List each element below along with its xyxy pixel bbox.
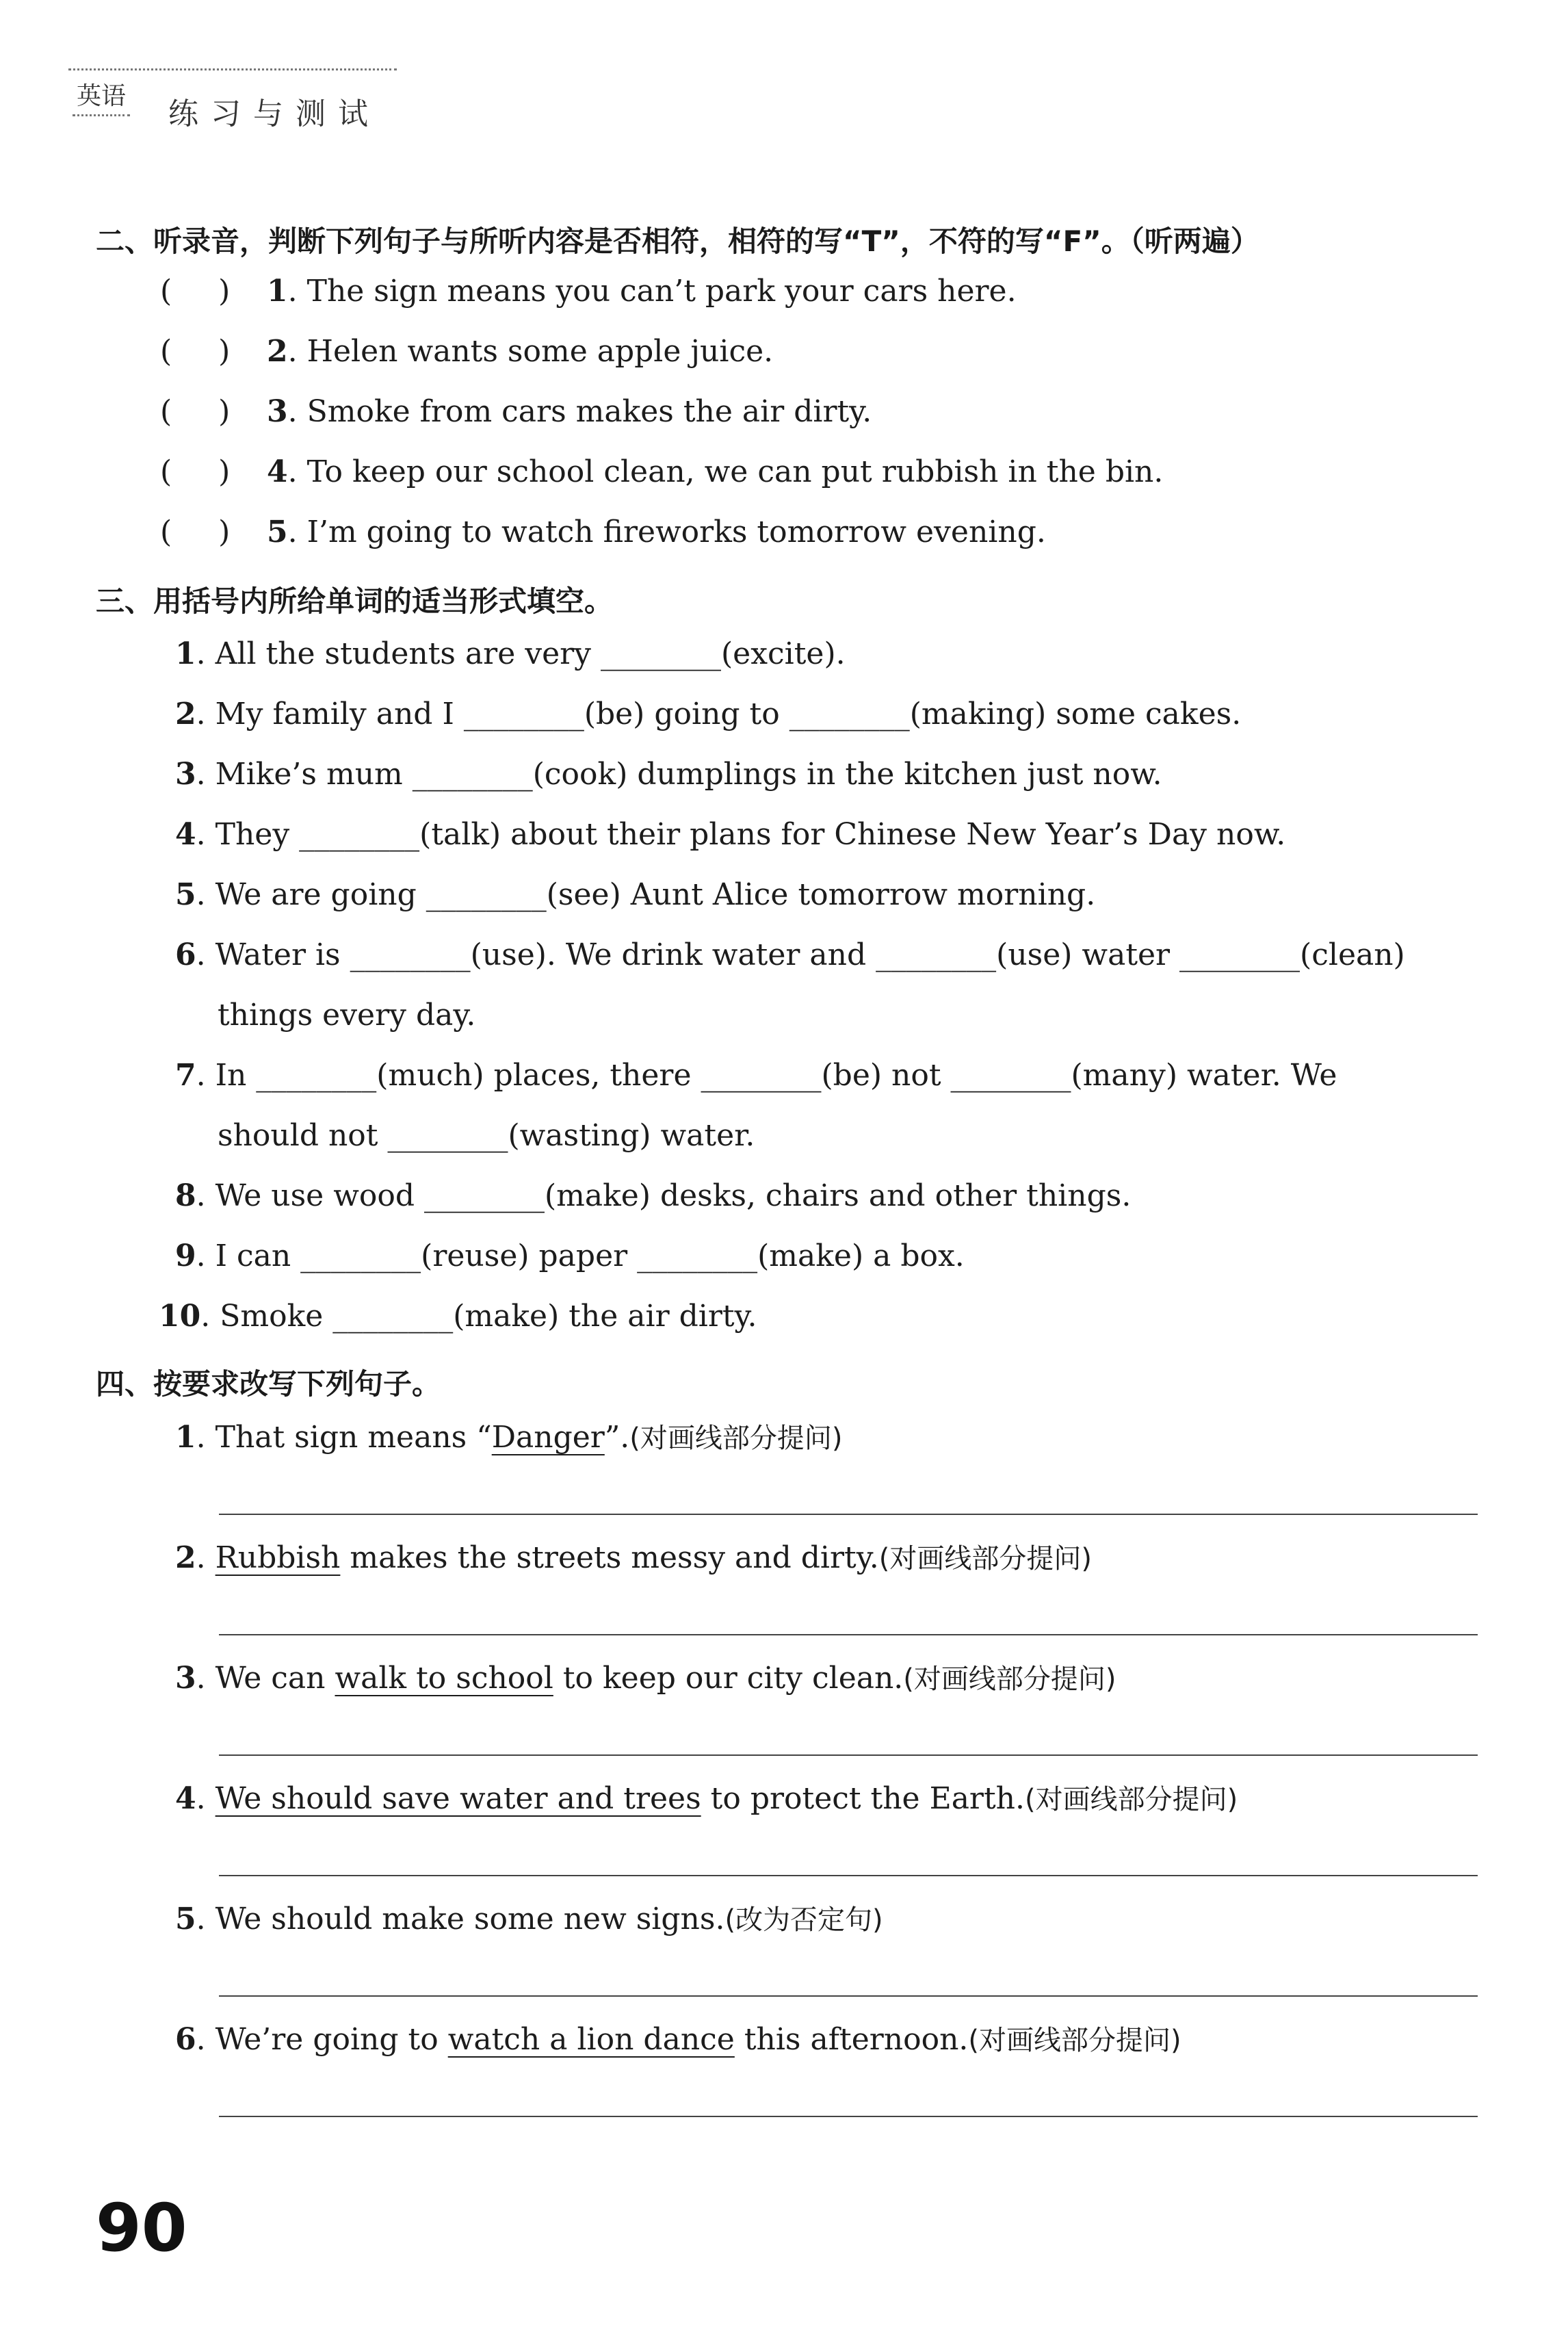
answer-line-6[interactable]	[219, 2116, 1478, 2117]
page-number: 90	[96, 2190, 187, 2266]
s4-item-5: 5. We should make some new signs.(改为否定句)	[175, 1902, 883, 1936]
section-3-title: 三、用括号内所给单词的适当形式填空。	[96, 584, 614, 618]
s4-item-2: 2. Rubbish makes the streets messy and dirty.(对画线部分提问)	[175, 1540, 1092, 1575]
s3-item-7-cont[interactable]: should not ________(wasting) water.	[218, 1118, 755, 1153]
section-2-title: 二、听录音，判断下列句子与所听内容是否相符，相符的写“T”，不符的写“F”。（听两遍）	[96, 224, 1259, 258]
answer-paren[interactable]: ( )	[160, 274, 231, 309]
s2-item-3: 3. Smoke from cars makes the air dirty.	[267, 394, 872, 429]
s3-item-9[interactable]: 9. I can ________(reuse) paper ________(make) a box.	[175, 1239, 965, 1273]
s3-item-1[interactable]: 1. All the students are very ________(excite).	[175, 636, 846, 671]
s4-item-6: 6. We’re going to watch a lion dance this afternoon.(对画线部分提问)	[175, 2022, 1181, 2057]
answer-line-2[interactable]	[219, 1634, 1478, 1635]
s3-item-6[interactable]: 6. Water is ________(use). We drink water and ________(use) water ________(clean)	[175, 937, 1405, 972]
s3-item-2[interactable]: 2. My family and I ________(be) going to ________(making) some cakes.	[175, 697, 1242, 731]
s3-item-6-cont: things every day.	[218, 998, 476, 1033]
section-4-title: 四、按要求改写下列句子。	[96, 1367, 441, 1401]
answer-paren[interactable]: ( )	[160, 394, 231, 429]
header-title: 练习与测试	[168, 96, 380, 131]
s3-item-3[interactable]: 3. Mike’s mum ________(cook) dumplings in the kitchen just now.	[175, 757, 1162, 792]
s2-item-4: 4. To keep our school clean, we can put rubbish in the bin.	[267, 454, 1164, 489]
s3-item-5[interactable]: 5. We are going ________(see) Aunt Alice tomorrow morning.	[175, 877, 1096, 912]
s2-item-5: 5. I’m going to watch fireworks tomorrow evening.	[267, 515, 1046, 549]
s3-item-4[interactable]: 4. They ________(talk) about their plans for Chinese New Year’s Day now.	[175, 817, 1286, 852]
s2-item-2: 2. Helen wants some apple juice.	[267, 334, 774, 369]
answer-paren[interactable]: ( )	[160, 515, 231, 549]
answer-paren[interactable]: ( )	[160, 334, 231, 369]
s4-item-3: 3. We can walk to school to keep our city clean.(对画线部分提问)	[175, 1661, 1116, 1696]
header-subject: 英语	[73, 77, 130, 116]
s3-item-10[interactable]: 10. Smoke ________(make) the air dirty.	[159, 1299, 757, 1334]
answer-line-4[interactable]	[219, 1875, 1478, 1876]
answer-line-3[interactable]	[219, 1754, 1478, 1756]
answer-line-5[interactable]	[219, 1995, 1478, 1997]
s4-item-4: 4. We should save water and trees to protect the Earth.(对画线部分提问)	[175, 1781, 1238, 1816]
answer-paren[interactable]: ( )	[160, 454, 231, 489]
s3-item-7[interactable]: 7. In ________(much) places, there ________(be) not ________(many) water. We	[175, 1058, 1337, 1093]
answer-line-1[interactable]	[219, 1514, 1478, 1515]
s4-item-1: 1. That sign means “Danger”.(对画线部分提问)	[175, 1420, 843, 1455]
s3-item-8[interactable]: 8. We use wood ________(make) desks, chairs and other things.	[175, 1178, 1132, 1213]
s2-item-1: 1. The sign means you can’t park your cars here.	[267, 274, 1017, 309]
